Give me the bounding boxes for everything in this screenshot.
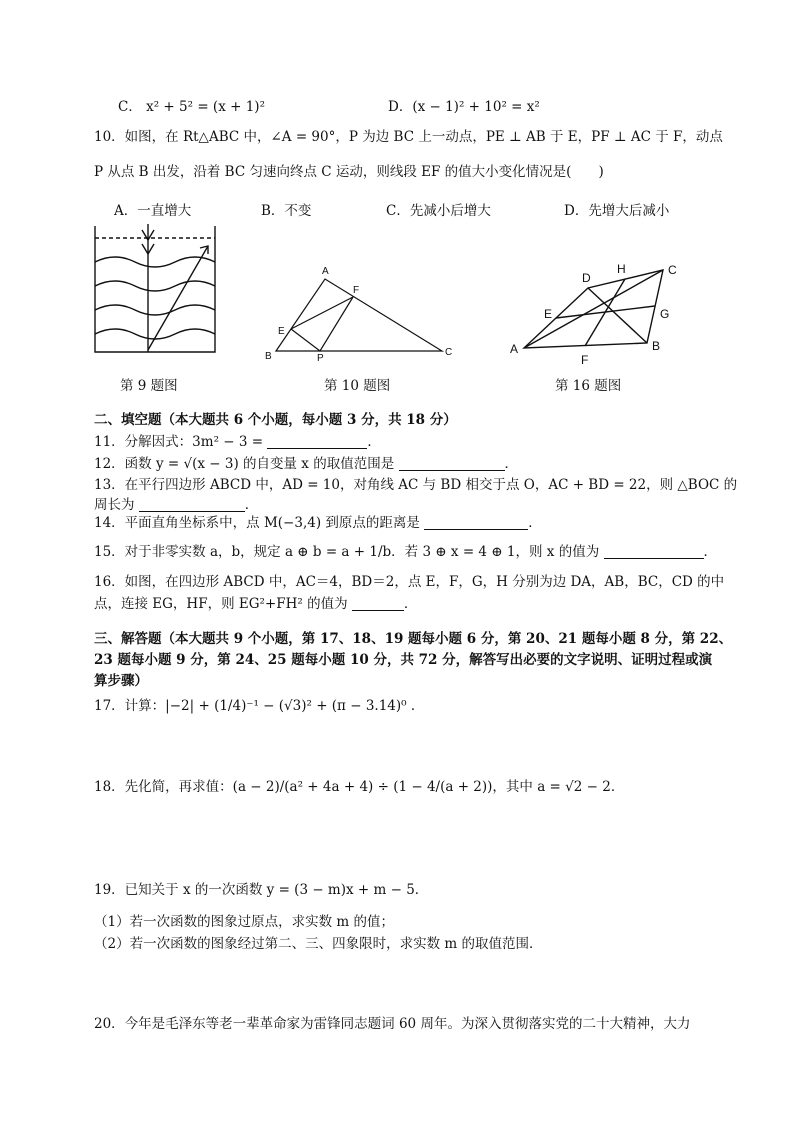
q11: [94, 430, 381, 450]
section3-title-line2: 23 题每小题 9 分，第 24、25 题每小题 10 分，共 72 分，解答写出必要的文字说明、证明过程或演: [94, 652, 713, 668]
q10-option-a: A．一直增大: [114, 203, 192, 219]
q15-answer-blank[interactable]: [604, 544, 704, 559]
q12-answer-blank[interactable]: [399, 456, 505, 471]
q16-line2: [94, 592, 417, 612]
q14-answer-blank[interactable]: [424, 515, 528, 530]
q10-text-line1: 10．如图，在 Rt△ABC 中，∠A = 90°，P 为边 BC 上一动点，PE ⊥ AB 于 E，PF ⊥ AC 于 F，动点: [94, 129, 723, 145]
section3-title-line3: 算步骤）: [94, 673, 148, 689]
q11-answer-blank[interactable]: [267, 434, 367, 449]
figure-9: [90, 222, 220, 357]
q13-line2: [94, 493, 258, 513]
q10-option-c: C．先减小后增大: [386, 203, 491, 219]
q16-answer-blank[interactable]: [352, 596, 404, 611]
fig16-label-h: H: [617, 262, 626, 276]
q14: [94, 511, 542, 531]
q12-period: ．: [504, 456, 519, 472]
q20: 20．今年是毛泽东等老一辈革命家为雷锋同志题词 60 周年。为深入贯彻落实党的二十大精神，大力: [94, 1016, 691, 1032]
q16-period: ．: [403, 596, 418, 612]
q13-answer-blank[interactable]: [139, 497, 245, 512]
q13-line1: 13．在平行四边形 ABCD 中，AD = 10，对角线 AC 与 BD 相交于点 O，AC + BD = 22，则 △BOC 的: [94, 477, 738, 493]
q19-part1: （1）若一次函数的图象过原点，求实数 m 的值；: [94, 914, 394, 930]
fig10-label-a: A: [322, 266, 329, 277]
q17: 17．计算：|−2| + (1/4)⁻¹ − (√3)² + (π − 3.14)⁰ ．: [94, 698, 425, 714]
fig16-label-b: B: [652, 339, 661, 353]
figure-10: [262, 262, 462, 362]
q16-line1: 16．如图，在四边形 ABCD 中，AC＝4，BD＝2，点 E，F，G，H 分别为边 DA，AB，BC，CD 的中: [94, 574, 725, 590]
fig10-label-p: P: [317, 353, 324, 362]
q9-option-c: C． x² + 5² = (x + 1)²: [118, 99, 265, 115]
fig16-label-g: G: [660, 307, 670, 321]
q10-text-line2: P 从点 B 出发，沿着 BC 匀速向终点 C 运动，则线段 EF 的值大小变化情况是( ): [94, 164, 604, 180]
figure-9-caption: 第 9 题图: [120, 378, 178, 394]
fig16-label-c: C: [668, 263, 677, 277]
section3-title-line1: 三、解答题（本大题共 9 个小题，第 17、18、19 题每小题 6 分，第 20、21 题每小题 8 分，第 22、: [94, 631, 733, 647]
q10-option-b: B．不变: [261, 203, 312, 219]
q11-period: ．: [367, 434, 381, 450]
q19: 19．已知关于 x 的一次函数 y = (3 − m)x + m − 5．: [94, 882, 429, 898]
q10-option-d: D．先增大后减小: [564, 203, 670, 219]
fig10-label-b: B: [265, 351, 272, 362]
fig10-label-f: F: [353, 285, 360, 296]
q13-period: ．: [244, 497, 259, 513]
fig16-label-f: F: [581, 353, 589, 367]
q14-text: 14．平面直角坐标系中，点 M(−3,4) 到原点的距离是: [94, 515, 420, 531]
figure-10-caption: 第 10 题图: [324, 378, 391, 394]
q15-period: ．: [703, 544, 717, 560]
q13-text: 周长为: [94, 497, 135, 513]
fig16-label-a: A: [510, 342, 519, 356]
fig10-label-c: C: [445, 347, 453, 358]
figure-16-caption: 第 16 题图: [555, 378, 622, 394]
q12: [94, 452, 518, 472]
q19-part2: （2）若一次函数的图象经过第二、三、四象限时，求实数 m 的取值范围．: [94, 936, 543, 952]
q14-period: ．: [528, 515, 542, 531]
q11-text: 11．分解因式：3m² − 3 =: [94, 434, 264, 450]
fig16-label-d: D: [582, 271, 591, 285]
q15: [94, 540, 717, 560]
q15-text: 15．对于非零实数 a，b，规定 a ⊕ b = a + 1/b．若 3 ⊕ x = 4 ⊕ 1，则 x 的值为: [94, 544, 600, 560]
q12-text: 12．函数 y = √(x − 3) 的自变量 x 的取值范围是: [94, 456, 395, 472]
fig16-label-e: E: [544, 307, 553, 321]
q9-option-d: D．(x − 1)² + 10² = x²: [388, 99, 540, 115]
figure-16: [505, 258, 690, 368]
fig10-label-e: E: [278, 326, 285, 337]
section2-title: 二、填空题（本大题共 6 个小题，每小题 3 分，共 18 分）: [94, 412, 457, 428]
q18: 18．先化简，再求值：(a − 2)/(a² + 4a + 4) ÷ (1 − 4/(a + 2))，其中 a = √2 − 2．: [94, 779, 625, 795]
q16-text: 点，连接 EG，HF，则 EG²+FH² 的值为: [94, 596, 348, 612]
